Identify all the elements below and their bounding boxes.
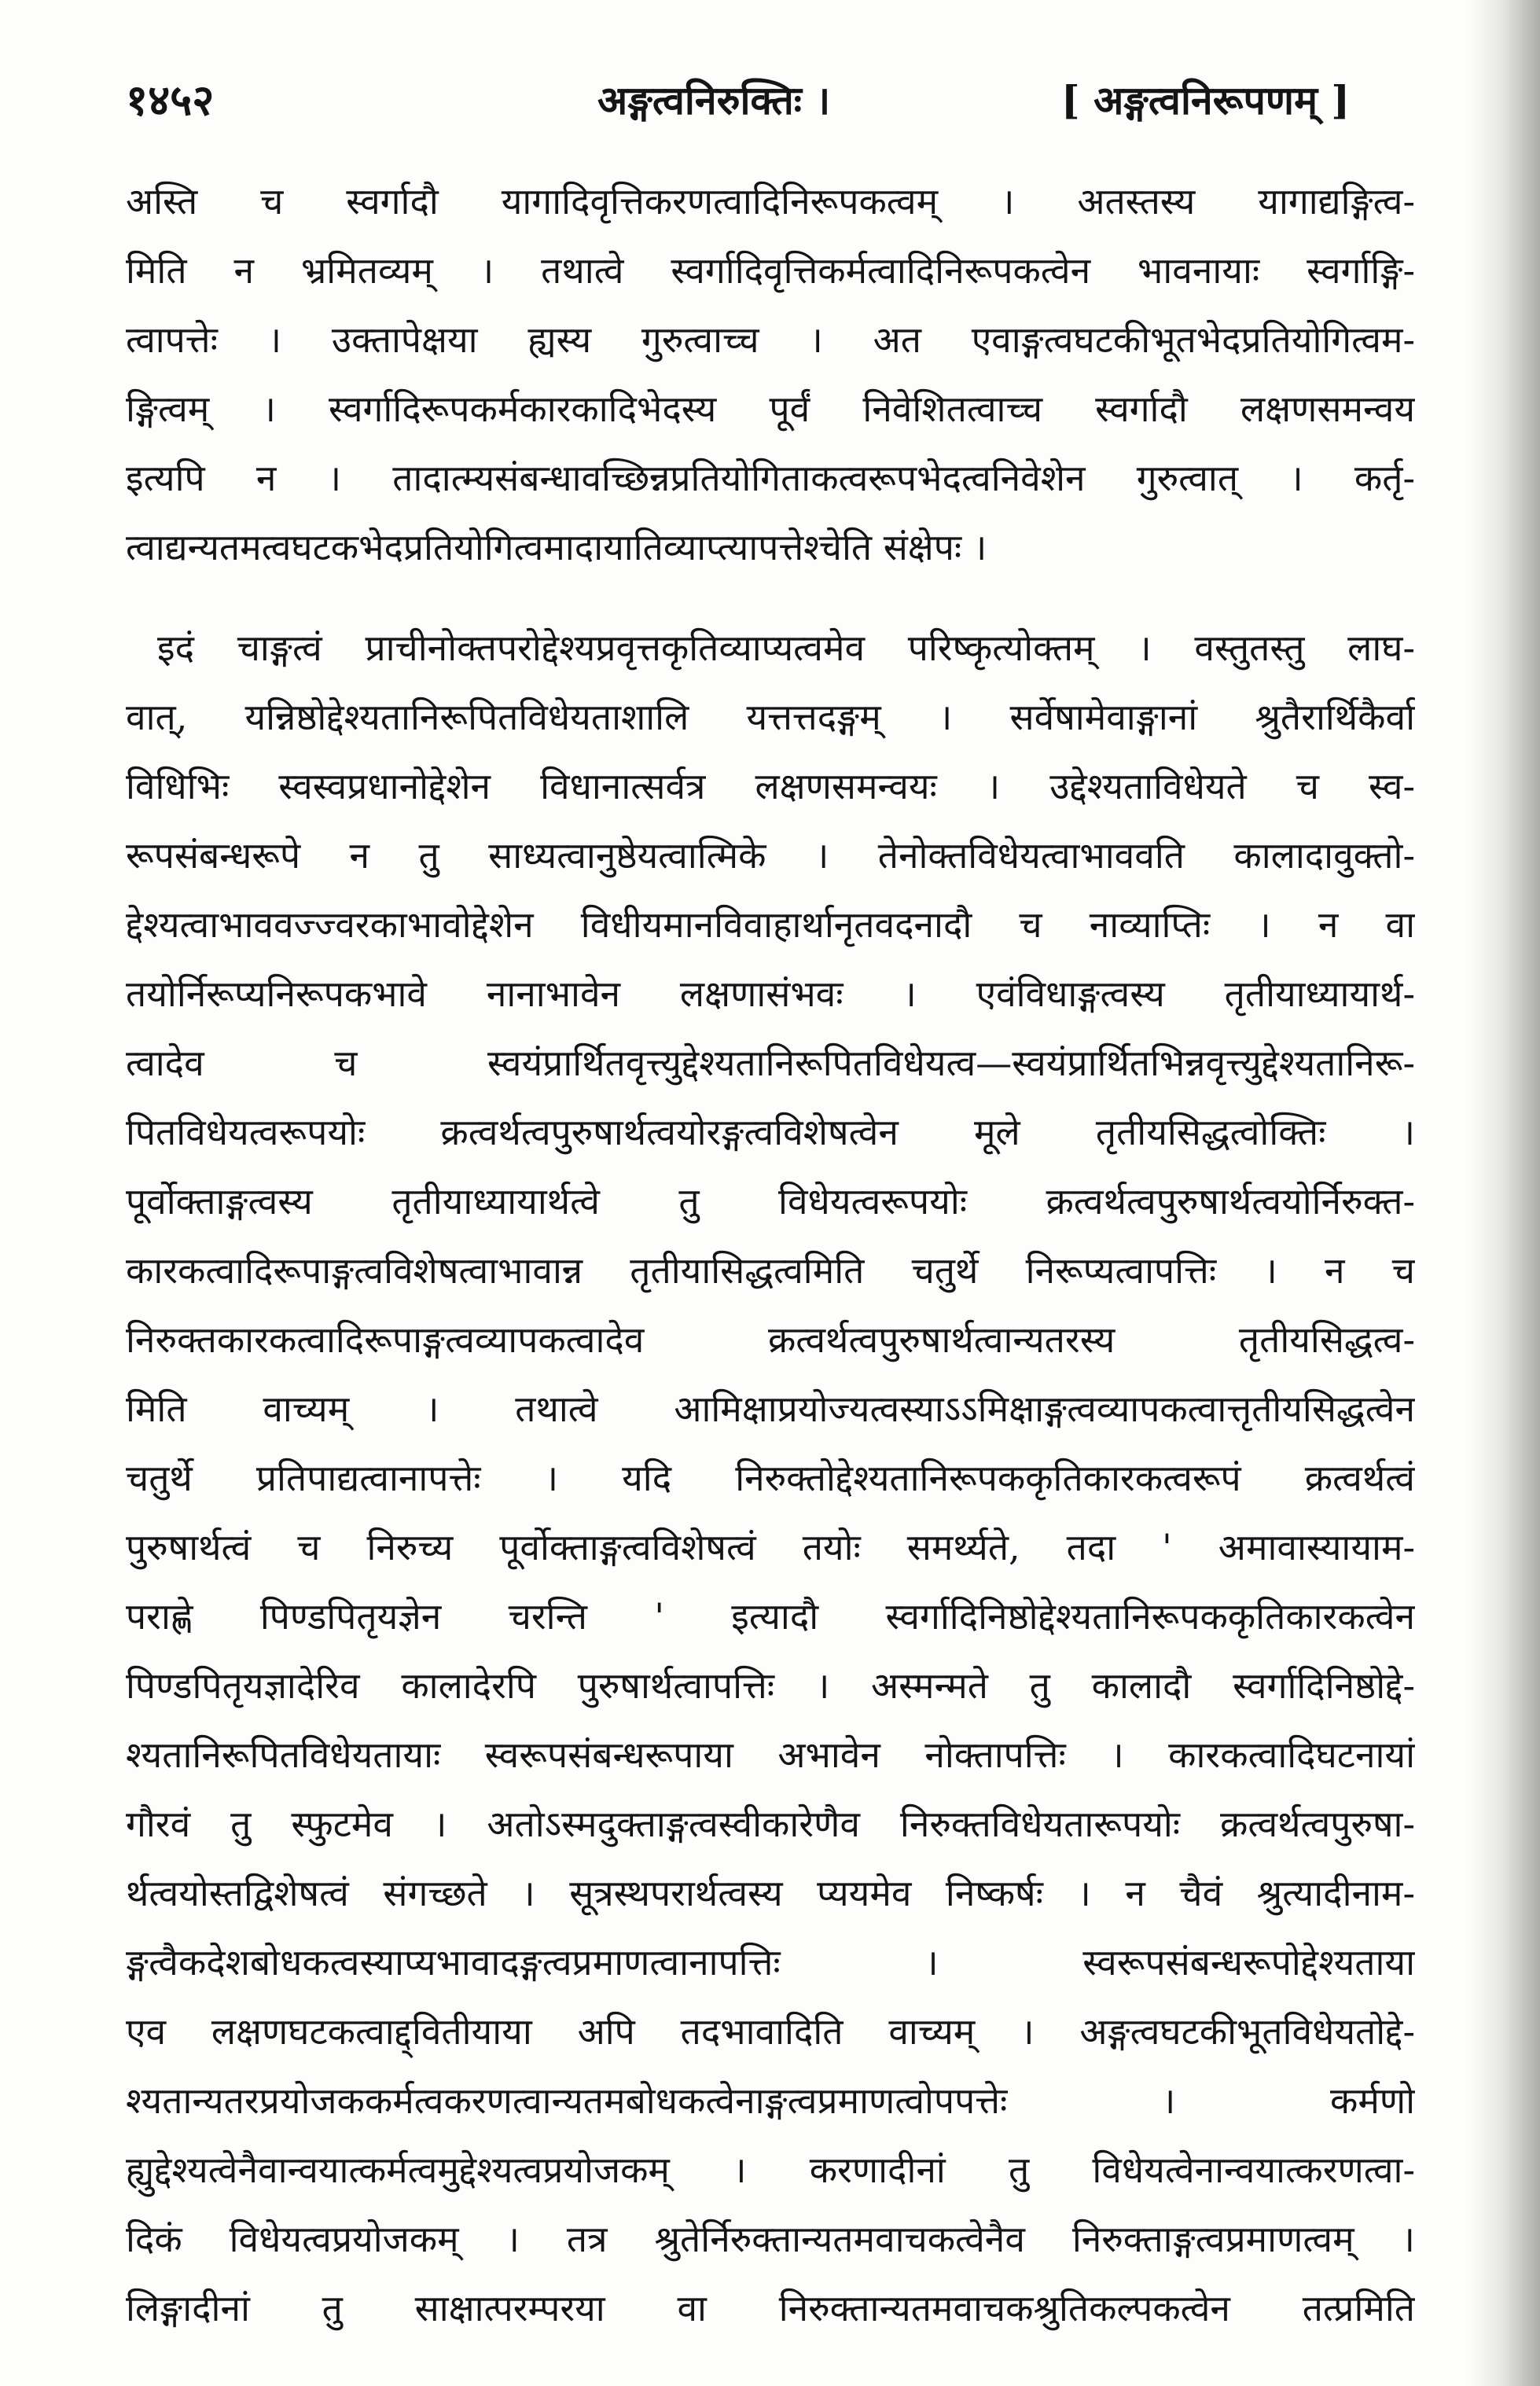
- text-line: पूर्वोक्ताङ्गत्वस्य तृतीयाध्यायार्थत्वे तु विधेयत्वरूपयोः क्रत्वर्थत्वपुरुषार्थत्वयोर्निरुक्त-: [126, 1180, 1415, 1222]
- page-header: [126, 61, 1384, 132]
- text-line: लिङ्गादीनां तु साक्षात्परम्परया वा निरुक्तान्यतमवाचकश्रुतिकल्पकत्वेन तत्प्रमिति: [126, 2287, 1415, 2329]
- text-line: चतुर्थे प्रतिपाद्यत्वानापत्तेः । यदि निरुक्तोद्देश्यतानिरूपककृतिकारकत्वरूपं क्रत्वर्थत्वं: [126, 1457, 1415, 1499]
- text-line: तयोर्निरूप्यनिरूपकभावे नानाभावेन लक्षणासंभवः । एवंविधाङ्गत्वस्य तृतीयाध्यायार्थ-: [126, 972, 1415, 1015]
- text-line: ह्युद्देश्यत्वेनैवान्वयात्कर्मत्वमुद्देश्यत्वप्रयोजकम् । करणादीनां तु विधेयत्वेनान्वयात्करणत्वा-: [126, 2149, 1415, 2191]
- page-edge-shadow: [1469, 0, 1540, 2386]
- text-line: पिण्डपितृयज्ञादेरिव कालादेरपि पुरुषार्थत्वापत्तिः । अस्मन्मते तु कालादौ स्वर्गादिनिष्ठोद्दे-: [126, 1664, 1415, 1707]
- text-line: श्यतान्यतरप्रयोजककर्मत्वकरणत्वान्यतमबोधकत्वेनाङ्गत्वप्रमाणत्वोपपत्तेः । कर्मणो: [126, 2079, 1415, 2122]
- text-line: मिति वाच्यम् । तथात्वे आमिक्षाप्रयोज्यत्वस्याऽऽमिक्षाङ्गत्वव्यापकत्वात्तृतीयसिद्धत्वेन: [126, 1388, 1415, 1430]
- text-line: ङ्गत्वैकदेशबोधकत्वस्याप्यभावादङ्गत्वप्रमाणत्वानापत्तिः । स्वरूपसंबन्धरूपोद्देश्यताया: [126, 1941, 1415, 1983]
- text-line: श्यतानिरूपितविधेयतायाः स्वरूपसंबन्धरूपाया अभावेन नोक्तापत्तिः । कारकत्वादिघटनायां: [126, 1733, 1415, 1776]
- text-line: इदं चाङ्गत्वं प्राचीनोक्तपरोद्देश्यप्रवृत्तकृतिव्याप्यत्वमेव परिष्कृत्योक्तम् । वस्तुतस्तु लाघ-: [157, 627, 1415, 669]
- text-line: मिति न भ्रमितव्यम् । तथात्वे स्वर्गादिवृत्तिकर्मत्वादिनिरूपकत्वेन भावनायाः स्वर्गाङ्गि-: [126, 249, 1415, 292]
- running-title: अङ्गत्वनिरुक्तिः ।: [597, 77, 831, 123]
- text-line: दिकं विधेयत्वप्रयोजकम् । तत्र श्रुतेर्निरुक्तान्यतमवाचकत्वेनैव निरुक्ताङ्गत्वप्रमाणत्वम् ।: [126, 2218, 1415, 2260]
- text-line: द्देश्यत्वाभाववज्ज्वरकाभावोद्देशेन विधीयमानविवाहार्थानृतवदनादौ च नाव्याप्तिः । न वा: [126, 903, 1415, 946]
- text-line: त्वापत्तेः । उक्तापेक्षया ह्यस्य गुरुत्वाच्च । अत एवाङ्गत्वघटकीभूतभेदप्रतियोगित्वम-: [126, 318, 1415, 361]
- text-line: त्वादेव च स्वयंप्रार्थितवृत्त्युद्देश्यतानिरूपितविधेयत्व—स्वयंप्रार्थितभिन्नवृत्त्युद्देश्यतानिरू-: [126, 1042, 1415, 1084]
- text-line: त्वाद्यन्यतमत्वघटकभेदप्रतियोगित्वमादायातिव्याप्त्यापत्तेश्चेति संक्षेपः ।: [126, 526, 987, 568]
- text-line: पुरुषार्थत्वं च निरुच्य पूर्वोक्ताङ्गत्वविशेषत्वं तयोः समर्थ्यते, तदा ' अमावास्यायाम-: [126, 1526, 1415, 1568]
- text-line: रूपसंबन्धरूपे न तु साध्यत्वानुष्ठेयत्वात्मिके । तेनोक्तविधेयत्वाभाववति कालादावुक्तो-: [126, 834, 1415, 877]
- paragraph-1: [126, 167, 1415, 582]
- text-line: र्थत्वयोस्तद्विशेषत्वं संगच्छते । सूत्रस्थपरार्थत्वस्य प्ययमेव निष्कर्षः । न चैवं श्रुत्यादीनाम-: [126, 1872, 1415, 1914]
- text-line: पितविधेयत्वरूपयोः क्रत्वर्थत्वपुरुषार्थत्वयोरङ्गत्वविशेषत्वेन मूले तृतीयसिद्धत्वोक्तिः ।: [126, 1111, 1415, 1153]
- text-line: निरुक्तकारकत्वादिरूपाङ्गत्वव्यापकत्वादेव क्रत्वर्थत्वपुरुषार्थत्वान्यतरस्य तृतीयसिद्धत्व-: [126, 1318, 1415, 1361]
- text-line: कारकत्वादिरूपाङ्गत्वविशेषत्वाभावान्न तृतीयासिद्धत्वमिति चतुर्थे निरूप्यत्वापत्तिः । न च: [126, 1249, 1415, 1292]
- paragraph-2: [126, 613, 1415, 2343]
- text-line: विधिभिः स्वस्वप्रधानोद्देशेन विधानात्सर्वत्र लक्षणसमन्वयः । उद्देश्यताविधेयते च स्व-: [126, 765, 1415, 807]
- text-line: इत्यपि न । तादात्म्यसंबन्धावच्छिन्नप्रतियोगिताकत्वरूपभेदत्वनिवेशेन गुरुत्वात् । कर्तृ-: [126, 457, 1415, 499]
- text-line: एव लक्षणघटकत्वाद्द्वितीयाया अपि तदभावादिति वाच्यम् । अङ्गत्वघटकीभूतविधेयतोद्दे-: [126, 2010, 1415, 2053]
- text-line: पराह्णे पिण्डपितृयज्ञेन चरन्ति ' इत्यादौ स्वर्गादिनिष्ठोद्देश्यतानिरूपककृतिकारकत्वेन: [126, 1595, 1415, 1638]
- text-line: वात्, यन्निष्ठोद्देश्यतानिरूपितविधेयताशालि यत्तत्तदङ्गम् । सर्वेषामेवाङ्गानां श्रुतैरार्थिकैर्वा: [126, 696, 1415, 738]
- text-line: अस्ति च स्वर्गादौ यागादिवृत्तिकरणत्वादिनिरूपकत्वम् । अतस्तस्य यागाद्यङ्गित्व-: [126, 180, 1415, 222]
- text-line: गौरवं तु स्फुटमेव । अतोऽस्मदुक्ताङ्गत्वस्वीकारेणैव निरुक्तविधेयतारूपयोः क्रत्वर्थत्वपुरुषा-: [126, 1803, 1415, 1845]
- text-line: ङ्गित्वम् । स्वर्गादिरूपकर्मकारकादिभेदस्य पूर्वं निवेशितत्वाच्च स्वर्गादौ लक्षणसमन्वय: [126, 388, 1415, 430]
- page-number: १४५२: [126, 75, 215, 125]
- section-title: [ अङ्गत्वनिरूपणम् ]: [1061, 77, 1351, 123]
